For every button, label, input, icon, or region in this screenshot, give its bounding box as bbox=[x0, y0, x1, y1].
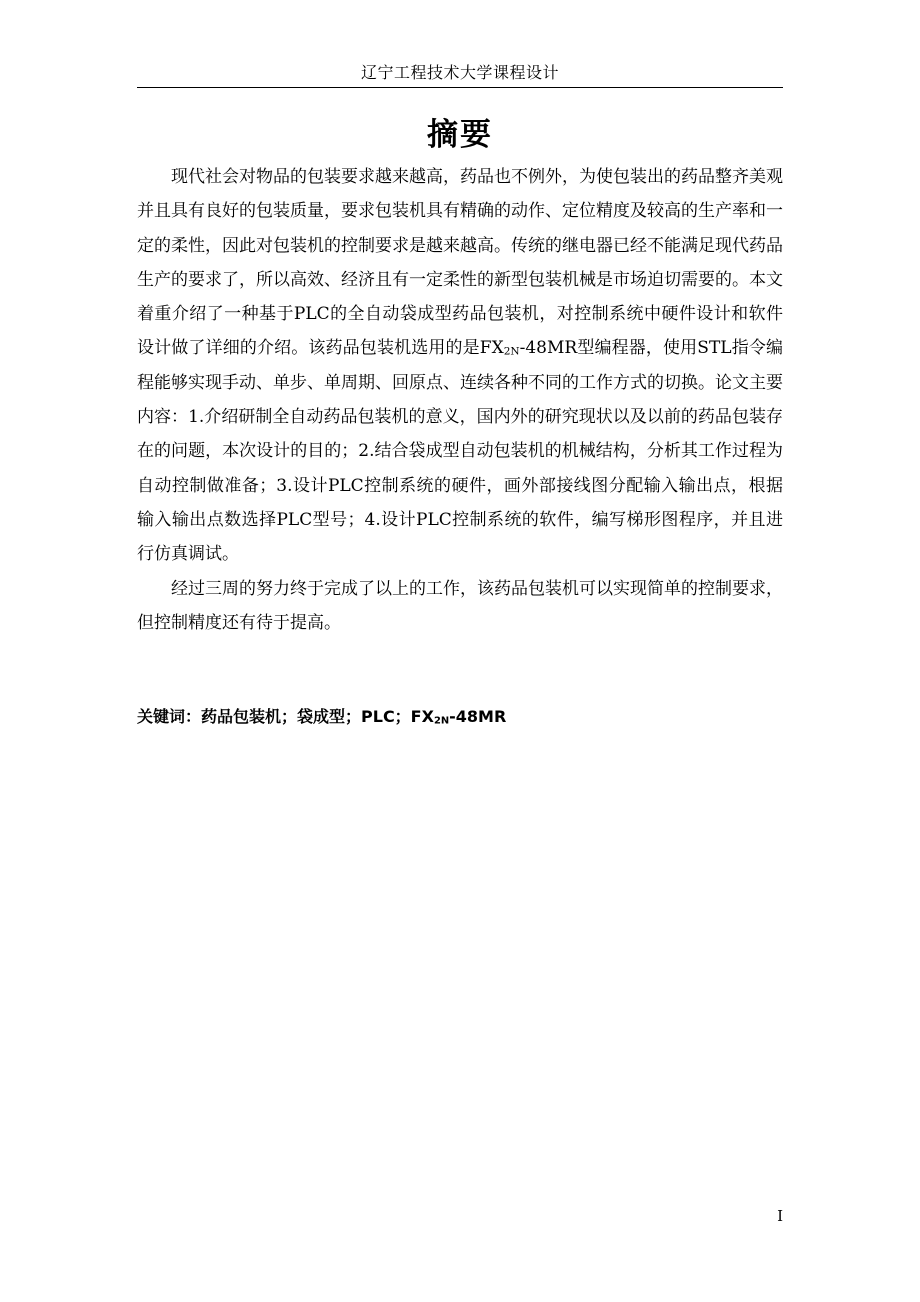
keywords-subscript: 2N bbox=[433, 715, 450, 727]
abstract-paragraph-2: 经过三周的努力终于完成了以上的工作，该药品包装机可以实现简单的控制要求，但控制精度还有待于提高。 bbox=[137, 578, 783, 633]
paragraph-1-subscript: 2N bbox=[503, 346, 520, 359]
keywords-line bbox=[137, 703, 783, 731]
paragraph-1-text-b: -48MR型编程器，使用STL指令编程能够实现手动、单步、单周期、回原点、连续各种不同的工作方式的切换。论文主要内容：1.介绍研制全自动药品包装机的意义，国内外的研究现状以及以前的药品包装存在的问题，本次设计的目的；2.结合袋成型自动包装机的机械结构，分析其工作过程为自动控制做准备；3.设计PLC控制系统的硬件，画外部接线图分配输入输出点，根据输入输出点数选择PLC型号；4.设计PLC控制系统的软件，编写梯形图程序，并且进行仿真调试。 bbox=[137, 338, 783, 565]
header-rule bbox=[137, 87, 783, 88]
keywords-text-b: -48MR bbox=[449, 707, 507, 726]
abstract-title: 摘要 bbox=[427, 117, 493, 153]
running-header: 辽宁工程技术大学课程设计 bbox=[360, 63, 559, 82]
page-number: I bbox=[777, 1207, 783, 1225]
paragraph-1-text-a: 现代社会对物品的包装要求越来越高，药品也不例外，为使包装出的药品整齐美观并且具有良好的包装质量，要求包装机具有精确的动作、定位精度及较高的生产率和一定的柔性，因此对包装机的控制要求是越来越高。传统的继电器已经不能满足现代药品生产的要求了，所以高效、经济且有一定柔性的新型包装机械是市场迫切需要的。本文着重介绍了一种基于PLC的全自动袋成型药品包装机，对控制系统中硬件设计和软件设计做了详细的介绍。该药品包装机选用的是FX bbox=[137, 167, 783, 359]
keywords-text-a: 药品包装机；袋成型；PLC；FX bbox=[201, 707, 434, 726]
keywords-label: 关键词： bbox=[137, 707, 202, 726]
abstract-paragraph-1 bbox=[137, 160, 783, 572]
abstract-body bbox=[137, 160, 783, 640]
